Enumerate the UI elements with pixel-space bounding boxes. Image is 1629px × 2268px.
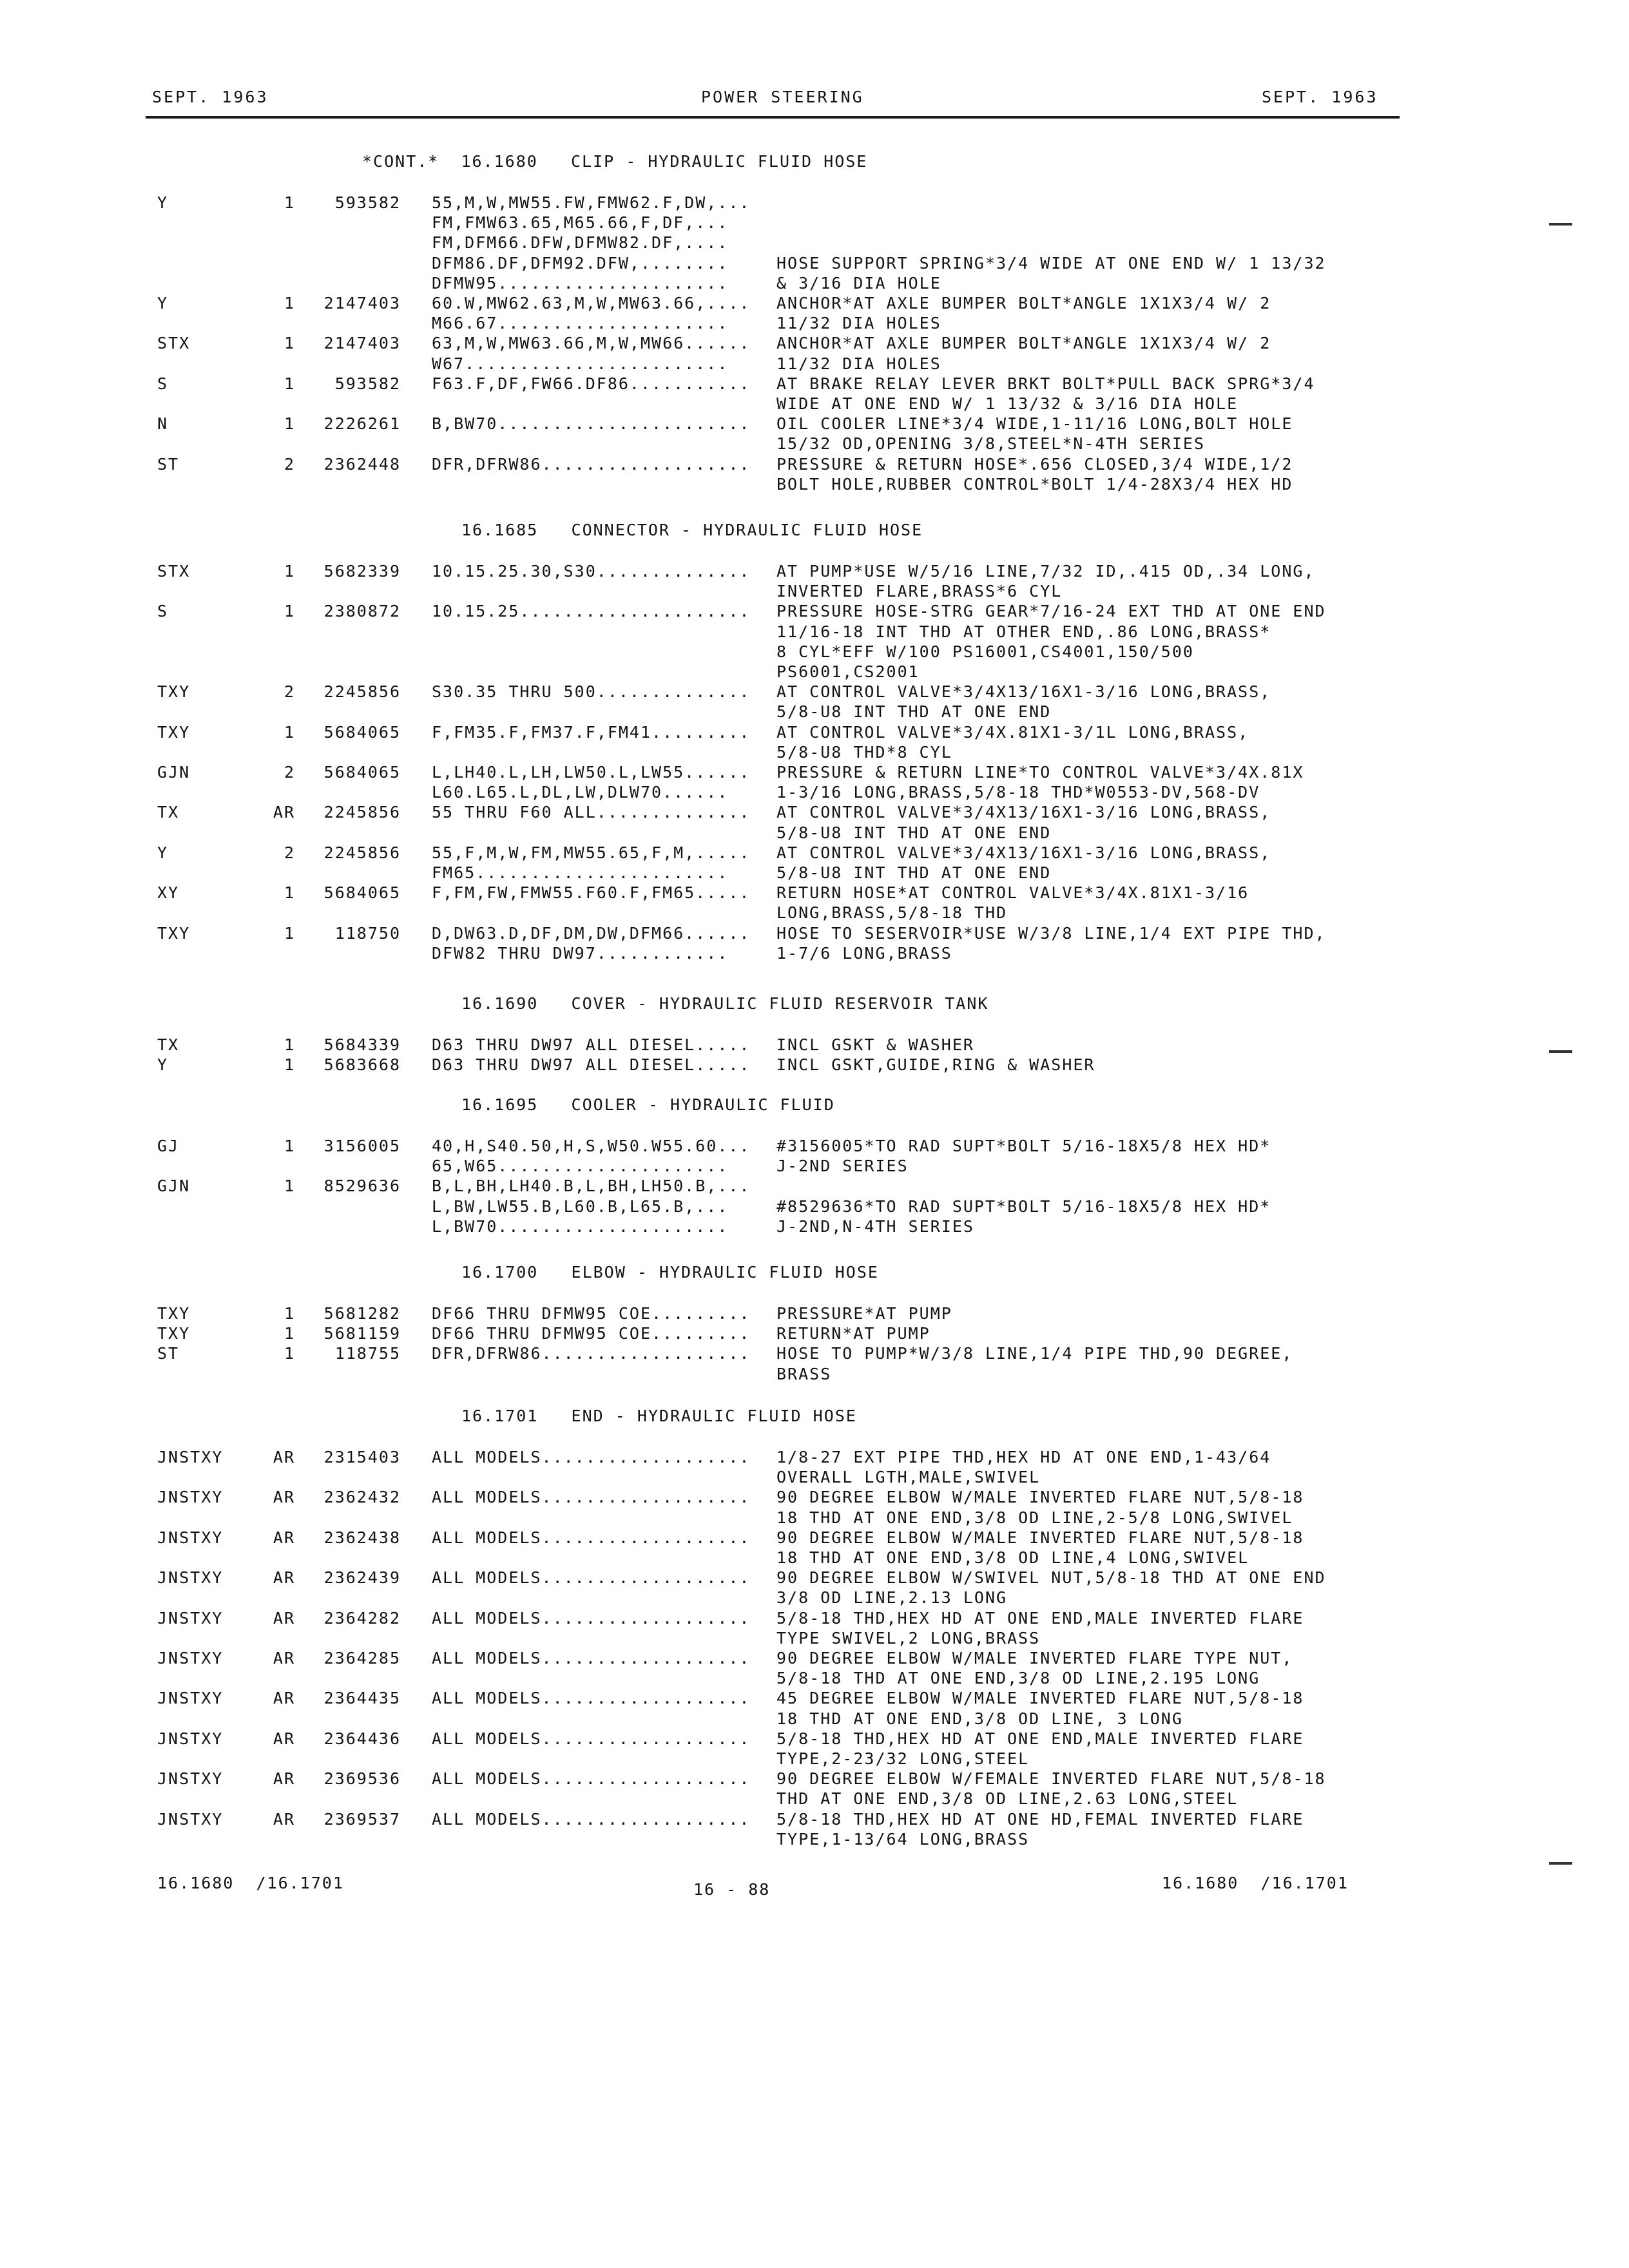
section-title: 16.1690 COVER - HYDRAULIC FLUID RESERVOIR TANK	[461, 994, 989, 1013]
row-part: 5684065	[323, 883, 401, 902]
row-desc: BRASS	[776, 1365, 832, 1383]
parts-row	[0, 1629, 1629, 1648]
parts-row	[0, 193, 1629, 213]
row-part: 2364285	[323, 1649, 401, 1667]
row-code: JNSTXY	[157, 1528, 224, 1547]
row-code: ST	[157, 455, 180, 474]
row-desc: 18 THD AT ONE END,3/8 OD LINE, 3 LONG	[776, 1709, 1183, 1728]
row-models: 40,H,S40.50,H,S,W50.W55.60...	[432, 1137, 751, 1155]
row-desc: 45 DEGREE ELBOW W/MALE INVERTED FLARE NUT,5/8-18	[776, 1689, 1304, 1707]
row-models: ALL MODELS...................	[432, 1528, 751, 1547]
row-code: GJ	[157, 1137, 180, 1155]
parts-row	[0, 1528, 1629, 1548]
row-desc: & 3/16 DIA HOLE	[776, 274, 941, 293]
row-desc: 11/16-18 INT THD AT OTHER END,.86 LONG,BRASS*	[776, 622, 1271, 641]
parts-row	[0, 1508, 1629, 1528]
row-code: S	[157, 374, 169, 393]
parts-row	[0, 562, 1629, 581]
row-desc: #3156005*TO RAD SUPT*BOLT 5/16-18X5/8 HEX HD*	[776, 1137, 1271, 1155]
row-code: GJN	[157, 1177, 191, 1195]
parts-row	[0, 354, 1629, 374]
row-desc: OIL COOLER LINE*3/4 WIDE,1-11/16 LONG,BOLT HOLE	[776, 414, 1293, 433]
row-models: DFR,DFRW86...................	[432, 455, 751, 474]
row-qty: 1	[284, 924, 295, 943]
row-part: 118750	[334, 924, 401, 943]
parts-row	[0, 682, 1629, 702]
row-qty: 2	[284, 682, 295, 701]
parts-row	[0, 1035, 1629, 1055]
row-models: DF66 THRU DFMW95 COE.........	[432, 1304, 751, 1323]
row-models: ALL MODELS...................	[432, 1609, 751, 1628]
row-code: TXY	[157, 723, 191, 742]
row-qty: 1	[284, 723, 295, 742]
parts-row	[0, 1830, 1629, 1849]
parts-row	[0, 414, 1629, 434]
row-desc: 15/32 OD,OPENING 3/8,STEEL*N-4TH SERIES	[776, 434, 1205, 453]
row-desc: INCL GSKT & WASHER	[776, 1035, 974, 1054]
row-desc: INVERTED FLARE,BRASS*6 CYL	[776, 582, 1063, 601]
row-desc: 1-7/6 LONG,BRASS	[776, 944, 952, 963]
row-qty: AR	[273, 1689, 295, 1707]
row-desc: RETURN HOSE*AT CONTROL VALVE*3/4X.81X1-3/16	[776, 883, 1249, 902]
row-code: Y	[157, 193, 169, 212]
row-code: JNSTXY	[157, 1448, 224, 1466]
footer-range-left: 16.1680 /16.1701	[157, 1874, 344, 1892]
parts-row	[0, 1749, 1629, 1769]
row-models: FM65.......................	[432, 863, 729, 882]
row-part: 2362448	[323, 455, 401, 474]
parts-row	[0, 863, 1629, 883]
row-qty: AR	[273, 1568, 295, 1587]
parts-row	[0, 1588, 1629, 1608]
row-qty: 1	[284, 193, 295, 212]
row-models: 65,W65.....................	[432, 1157, 729, 1175]
row-desc: 5/8-U8 THD*8 CYL	[776, 743, 952, 762]
parts-row	[0, 642, 1629, 662]
row-code: TXY	[157, 682, 191, 701]
row-desc: 11/32 DIA HOLES	[776, 354, 941, 373]
parts-row	[0, 1197, 1629, 1216]
row-part: 5684339	[323, 1035, 401, 1054]
row-models: W67........................	[432, 354, 729, 373]
row-desc: AT PUMP*USE W/5/16 LINE,7/32 ID,.415 OD,.34 LONG,	[776, 562, 1315, 581]
row-models: B,L,BH,LH40.B,L,BH,LH50.B,...	[432, 1177, 751, 1195]
parts-row	[0, 213, 1629, 233]
row-part: 2147403	[323, 334, 401, 352]
row-models: ALL MODELS...................	[432, 1729, 751, 1748]
row-qty: AR	[273, 1609, 295, 1628]
row-code: Y	[157, 294, 169, 312]
row-code: JNSTXY	[157, 1609, 224, 1628]
row-qty: 2	[284, 763, 295, 782]
parts-row	[0, 622, 1629, 642]
parts-row	[0, 334, 1629, 353]
parts-row	[0, 1729, 1629, 1749]
row-models: 63,M,W,MW63.66,M,W,MW66......	[432, 334, 751, 352]
row-qty: 1	[284, 1324, 295, 1343]
row-models: DFW82 THRU DW97............	[432, 944, 729, 963]
row-desc: HOSE TO PUMP*W/3/8 LINE,1/4 PIPE THD,90 DEGREE,	[776, 1344, 1293, 1363]
row-desc: 5/8-18 THD,HEX HD AT ONE END,MALE INVERTED FLARE	[776, 1729, 1304, 1748]
row-desc: J-2ND,N-4TH SERIES	[776, 1217, 974, 1236]
parts-row	[0, 374, 1629, 394]
parts-row	[0, 1365, 1629, 1384]
row-models: M66.67.....................	[432, 314, 729, 332]
parts-row	[0, 924, 1629, 943]
parts-row	[0, 1324, 1629, 1343]
row-models: DFR,DFRW86...................	[432, 1344, 751, 1363]
row-models: 55,F,M,W,FM,MW55.65,F,M,.....	[432, 843, 751, 862]
row-code: TXY	[157, 1324, 191, 1343]
parts-row	[0, 903, 1629, 923]
row-models: ALL MODELS...................	[432, 1649, 751, 1667]
row-models: ALL MODELS...................	[432, 1448, 751, 1466]
parts-row	[0, 1789, 1629, 1809]
row-code: TX	[157, 803, 180, 822]
row-part: 593582	[334, 374, 401, 393]
row-models: 10.15.25.30,S30..............	[432, 562, 751, 581]
row-code: Y	[157, 843, 169, 862]
row-models: L,BW70.....................	[432, 1217, 729, 1236]
row-models: L60.L65.L,DL,LW,DLW70......	[432, 783, 729, 802]
row-models: ALL MODELS...................	[432, 1769, 751, 1788]
row-desc: HOSE SUPPORT SPRING*3/4 WIDE AT ONE END W/ 1 13/32	[776, 254, 1326, 273]
row-qty: AR	[273, 1488, 295, 1506]
row-models: D,DW63.D,DF,DM,DW,DFM66......	[432, 924, 751, 943]
row-desc: WIDE AT ONE END W/ 1 13/32 & 3/16 DIA HOLE	[776, 394, 1239, 413]
parts-row	[0, 803, 1629, 822]
row-qty: AR	[273, 1448, 295, 1466]
row-desc: PRESSURE & RETURN LINE*TO CONTROL VALVE*3/4X.81X	[776, 763, 1304, 782]
row-qty: 1	[284, 562, 295, 581]
row-models: 10.15.25.....................	[432, 602, 751, 620]
row-qty: 1	[284, 374, 295, 393]
row-desc: TYPE,2-23/32 LONG,STEEL	[776, 1749, 1030, 1768]
footer-range-right: 16.1680 /16.1701	[1162, 1874, 1349, 1892]
row-part: 2362439	[323, 1568, 401, 1587]
row-part: 2362438	[323, 1528, 401, 1547]
row-models: ALL MODELS...................	[432, 1689, 751, 1707]
margin-mark	[1549, 1862, 1572, 1865]
row-qty: 2	[284, 455, 295, 474]
row-models: F63.F,DF,FW66.DF86...........	[432, 374, 751, 393]
row-desc: PRESSURE*AT PUMP	[776, 1304, 952, 1323]
row-qty: 1	[284, 1035, 295, 1054]
header-date-right: SEPT. 1963	[1262, 88, 1378, 106]
row-part: 2362432	[323, 1488, 401, 1506]
parts-row	[0, 475, 1629, 494]
page-number: 16 - 88	[693, 1880, 771, 1899]
header-title: POWER STEERING	[701, 88, 864, 106]
row-models: DF66 THRU DFMW95 COE.........	[432, 1324, 751, 1343]
section-title: 16.1701 END - HYDRAULIC FLUID HOSE	[461, 1407, 857, 1425]
row-models: ALL MODELS...................	[432, 1568, 751, 1587]
parts-row	[0, 702, 1629, 722]
row-desc: 3/8 OD LINE,2.13 LONG	[776, 1588, 1008, 1607]
row-qty: AR	[273, 1649, 295, 1667]
row-qty: AR	[273, 803, 295, 822]
parts-row	[0, 843, 1629, 863]
row-part: 2147403	[323, 294, 401, 312]
parts-row	[0, 1448, 1629, 1467]
parts-row	[0, 434, 1629, 454]
row-qty: 1	[284, 1344, 295, 1363]
row-code: STX	[157, 334, 191, 352]
parts-row	[0, 455, 1629, 474]
row-code: ST	[157, 1344, 180, 1363]
row-models: S30.35 THRU 500..............	[432, 682, 751, 701]
parts-row	[0, 1137, 1629, 1156]
section-title: *CONT.* 16.1680 CLIP - HYDRAULIC FLUID HOSE	[362, 152, 868, 171]
row-desc: 90 DEGREE ELBOW W/MALE INVERTED FLARE NUT,5/8-18	[776, 1528, 1304, 1547]
row-part: 2364282	[323, 1609, 401, 1628]
row-desc: 18 THD AT ONE END,3/8 OD LINE,4 LONG,SWIVEL	[776, 1548, 1249, 1567]
parts-row	[0, 1810, 1629, 1829]
row-code: JNSTXY	[157, 1649, 224, 1667]
parts-row	[0, 1689, 1629, 1708]
row-models: DFM86.DF,DFM92.DFW,........	[432, 254, 729, 273]
row-desc: 5/8-18 THD,HEX HD AT ONE HD,FEMAL INVERTED FLARE	[776, 1810, 1304, 1829]
parts-row	[0, 1157, 1629, 1176]
row-part: 118755	[334, 1344, 401, 1363]
row-qty: 1	[284, 602, 295, 620]
header-rule	[146, 116, 1400, 119]
row-qty: 1	[284, 1304, 295, 1323]
row-code: JNSTXY	[157, 1568, 224, 1587]
parts-row	[0, 582, 1629, 601]
section-title: 16.1695 COOLER - HYDRAULIC FLUID	[461, 1095, 835, 1114]
row-part: 2364435	[323, 1689, 401, 1707]
row-part: 5684065	[323, 723, 401, 742]
row-part: 2226261	[323, 414, 401, 433]
row-desc: 5/8-U8 INT THD AT ONE END	[776, 702, 1052, 721]
row-part: 5681159	[323, 1324, 401, 1343]
section-title: 16.1685 CONNECTOR - HYDRAULIC FLUID HOSE	[461, 521, 923, 539]
margin-mark	[1549, 223, 1572, 226]
row-part: 2245856	[323, 682, 401, 701]
row-part: 5683668	[323, 1055, 401, 1074]
section-title: 16.1700 ELBOW - HYDRAULIC FLUID HOSE	[461, 1263, 879, 1282]
row-models: ALL MODELS...................	[432, 1810, 751, 1829]
row-qty: 1	[284, 1137, 295, 1155]
row-desc: 5/8-U8 INT THD AT ONE END	[776, 823, 1052, 842]
row-code: JNSTXY	[157, 1689, 224, 1707]
row-desc: 18 THD AT ONE END,3/8 OD LINE,2-5/8 LONG,SWIVEL	[776, 1508, 1293, 1527]
parts-row	[0, 662, 1629, 682]
row-part: 593582	[334, 193, 401, 212]
row-qty: 1	[284, 1055, 295, 1074]
row-desc: BOLT HOLE,RUBBER CONTROL*BOLT 1/4-28X3/4 HEX HD	[776, 475, 1293, 494]
parts-row	[0, 1468, 1629, 1487]
parts-row	[0, 1304, 1629, 1323]
parts-row	[0, 1548, 1629, 1568]
parts-row	[0, 1669, 1629, 1688]
row-models: F,FM35.F,FM37.F,FM41.........	[432, 723, 751, 742]
row-desc: AT CONTROL VALVE*3/4X13/16X1-3/16 LONG,BRASS,	[776, 682, 1271, 701]
parts-row	[0, 944, 1629, 963]
row-part: 2380872	[323, 602, 401, 620]
row-models: L,LH40.L,LH,LW50.L,LW55......	[432, 763, 751, 782]
row-qty: 1	[284, 414, 295, 433]
row-models: 60.W,MW62.63,M,W,MW63.66,....	[432, 294, 751, 312]
row-desc: 1-3/16 LONG,BRASS,5/8-18 THD*W0553-DV,568-DV	[776, 783, 1260, 802]
row-code: TXY	[157, 1304, 191, 1323]
parts-row	[0, 883, 1629, 903]
row-qty: AR	[273, 1769, 295, 1788]
header-date-left: SEPT. 1963	[152, 88, 269, 106]
row-qty: 1	[284, 1177, 295, 1195]
parts-row	[0, 743, 1629, 762]
row-desc: TYPE,1-13/64 LONG,BRASS	[776, 1830, 1030, 1849]
parts-row	[0, 274, 1629, 293]
row-desc: HOSE TO SESERVOIR*USE W/3/8 LINE,1/4 EXT PIPE THD,	[776, 924, 1326, 943]
row-desc: OVERALL LGTH,MALE,SWIVEL	[776, 1468, 1041, 1486]
parts-row	[0, 823, 1629, 843]
row-desc: AT CONTROL VALVE*3/4X.81X1-3/1L LONG,BRASS,	[776, 723, 1249, 742]
row-code: N	[157, 414, 169, 433]
row-desc: 90 DEGREE ELBOW W/FEMALE INVERTED FLARE NUT,5/8-18	[776, 1769, 1326, 1788]
row-models: 55 THRU F60 ALL..............	[432, 803, 751, 822]
row-code: TX	[157, 1035, 180, 1054]
parts-row	[0, 394, 1629, 414]
parts-row	[0, 1344, 1629, 1363]
row-desc: PRESSURE & RETURN HOSE*.656 CLOSED,3/4 WIDE,1/2	[776, 455, 1293, 474]
parts-row	[0, 1769, 1629, 1789]
row-desc: 90 DEGREE ELBOW W/MALE INVERTED FLARE TYPE NUT,	[776, 1649, 1293, 1667]
parts-row	[0, 314, 1629, 333]
parts-row	[0, 233, 1629, 253]
row-code: JNSTXY	[157, 1488, 224, 1506]
row-code: JNSTXY	[157, 1729, 224, 1748]
row-desc: 11/32 DIA HOLES	[776, 314, 941, 332]
row-code: Y	[157, 1055, 169, 1074]
row-desc: 90 DEGREE ELBOW W/MALE INVERTED FLARE NUT,5/8-18	[776, 1488, 1304, 1506]
row-desc: INCL GSKT,GUIDE,RING & WASHER	[776, 1055, 1095, 1074]
parts-row	[0, 254, 1629, 273]
row-part: 2364436	[323, 1729, 401, 1748]
row-code: JNSTXY	[157, 1810, 224, 1829]
row-part: 8529636	[323, 1177, 401, 1195]
margin-mark	[1549, 1050, 1572, 1053]
row-models: D63 THRU DW97 ALL DIESEL.....	[432, 1055, 751, 1074]
row-qty: 1	[284, 334, 295, 352]
row-desc: RETURN*AT PUMP	[776, 1324, 930, 1343]
parts-row	[0, 1649, 1629, 1668]
row-desc: ANCHOR*AT AXLE BUMPER BOLT*ANGLE 1X1X3/4 W/ 2	[776, 334, 1271, 352]
row-qty: AR	[273, 1729, 295, 1748]
parts-row	[0, 1568, 1629, 1588]
row-desc: 5/8-18 THD AT ONE END,3/8 OD LINE,2.195 LONG	[776, 1669, 1260, 1687]
row-desc: PRESSURE HOSE-STRG GEAR*7/16-24 EXT THD AT ONE END	[776, 602, 1326, 620]
row-models: L,BW,LW55.B,L60.B,L65.B,...	[432, 1197, 729, 1216]
row-part: 3156005	[323, 1137, 401, 1155]
parts-row	[0, 1177, 1629, 1196]
row-desc: ANCHOR*AT AXLE BUMPER BOLT*ANGLE 1X1X3/4 W/ 2	[776, 294, 1271, 312]
row-models: B,BW70.......................	[432, 414, 751, 433]
row-models: FM,DFM66.DFW,DFMW82.DF,....	[432, 233, 729, 252]
row-code: TXY	[157, 924, 191, 943]
row-models: D63 THRU DW97 ALL DIESEL.....	[432, 1035, 751, 1054]
row-models: DFMW95.....................	[432, 274, 729, 293]
row-qty: 2	[284, 843, 295, 862]
row-part: 2315403	[323, 1448, 401, 1466]
row-code: GJN	[157, 763, 191, 782]
row-desc: 90 DEGREE ELBOW W/SWIVEL NUT,5/8-18 THD AT ONE END	[776, 1568, 1326, 1587]
row-part: 2245856	[323, 843, 401, 862]
row-desc: AT CONTROL VALVE*3/4X13/16X1-3/16 LONG,BRASS,	[776, 843, 1271, 862]
row-desc: J-2ND SERIES	[776, 1157, 909, 1175]
row-qty: 1	[284, 294, 295, 312]
row-part: 2369537	[323, 1810, 401, 1829]
row-desc: 5/8-18 THD,HEX HD AT ONE END,MALE INVERTED FLARE	[776, 1609, 1304, 1628]
row-models: FM,FMW63.65,M65.66,F,DF,...	[432, 213, 729, 232]
row-models: ALL MODELS...................	[432, 1488, 751, 1506]
parts-row	[0, 763, 1629, 782]
parts-row	[0, 1709, 1629, 1729]
row-part: 5681282	[323, 1304, 401, 1323]
row-part: 5684065	[323, 763, 401, 782]
parts-row	[0, 1488, 1629, 1507]
row-code: S	[157, 602, 169, 620]
row-code: STX	[157, 562, 191, 581]
parts-row	[0, 602, 1629, 621]
row-desc: THD AT ONE END,3/8 OD LINE,2.63 LONG,STEEL	[776, 1789, 1239, 1808]
row-desc: 5/8-U8 INT THD AT ONE END	[776, 863, 1052, 882]
row-part: 2245856	[323, 803, 401, 822]
parts-row	[0, 723, 1629, 742]
row-desc: TYPE SWIVEL,2 LONG,BRASS	[776, 1629, 1041, 1648]
row-code: XY	[157, 883, 180, 902]
parts-row	[0, 783, 1629, 802]
parts-row	[0, 1609, 1629, 1628]
row-desc: PS6001,CS2001	[776, 662, 920, 681]
row-desc: #8529636*TO RAD SUPT*BOLT 5/16-18X5/8 HEX HD*	[776, 1197, 1271, 1216]
row-part: 2369536	[323, 1769, 401, 1788]
row-models: F,FM,FW,FMW55.F60.F,FM65.....	[432, 883, 751, 902]
row-desc: AT CONTROL VALVE*3/4X13/16X1-3/16 LONG,BRASS,	[776, 803, 1271, 822]
row-desc: AT BRAKE RELAY LEVER BRKT BOLT*PULL BACK SPRG*3/4	[776, 374, 1315, 393]
row-desc: 1/8-27 EXT PIPE THD,HEX HD AT ONE END,1-43/64	[776, 1448, 1271, 1466]
row-qty: AR	[273, 1528, 295, 1547]
row-desc: LONG,BRASS,5/8-18 THD	[776, 903, 1008, 922]
parts-row	[0, 294, 1629, 313]
row-qty: AR	[273, 1810, 295, 1829]
row-desc: 8 CYL*EFF W/100 PS16001,CS4001,150/500	[776, 642, 1194, 661]
parts-row	[0, 1217, 1629, 1236]
row-qty: 1	[284, 883, 295, 902]
row-code: JNSTXY	[157, 1769, 224, 1788]
row-models: 55,M,W,MW55.FW,FMW62.F,DW,...	[432, 193, 751, 212]
parts-row	[0, 1055, 1629, 1075]
row-part: 5682339	[323, 562, 401, 581]
